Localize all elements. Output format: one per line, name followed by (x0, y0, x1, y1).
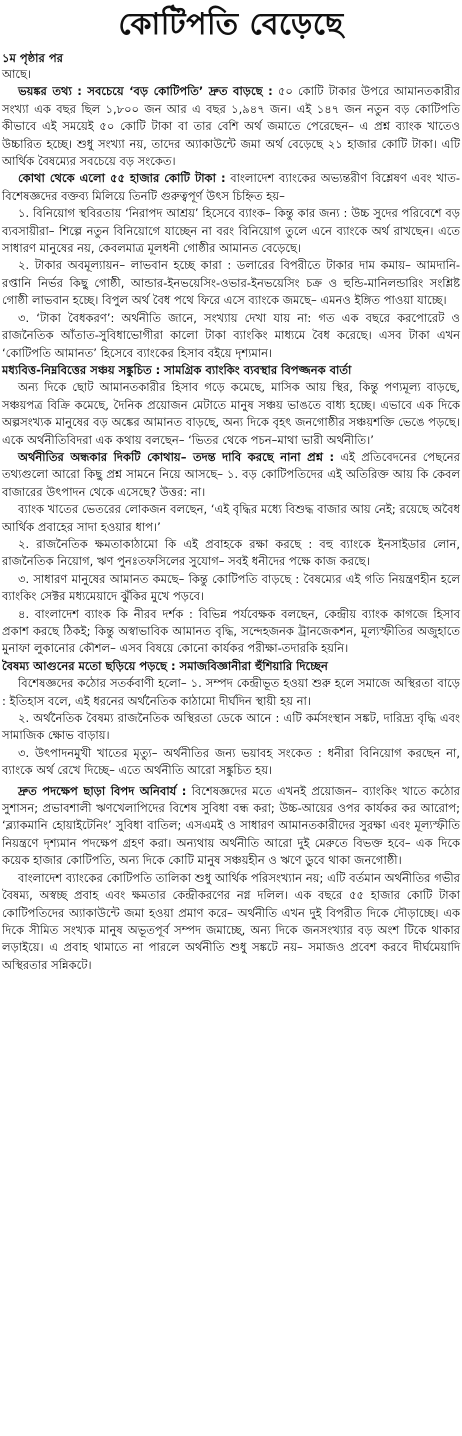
paragraph-text: বিশেষজ্ঞদের মতে এখনই প্রয়োজন– ব্যাংকিং খাতে কঠোর সুশাসন; প্রভাবশালী ঋণখেলাপিদের বিশেষ সুবিধা বন্ধ করা; উচ্চ-আয়ের ওপর কার্যকর কর আরোপ; ‘ব্ল্যাকমানি হোয়াইটেনিং’ সুবিধা বাতিল; এসএমই ও সাধারণ আমানতকারীদের সুরক্ষা এবং মূল্যস্ফীতি নিয়ন্ত্রণে দৃশ্যমান পদক্ষেপ গ্রহণ করা। অন্যথায় অর্থনীতি আরো দুই মেরুতে বিভক্ত হবে– এক দিকে কয়েক হাজার কোটিপতি, অন্য দিকে কোটি মানুষ সঞ্চয়হীন ও ঋণে ডুবে থাকা জনগোষ্ঠী। (2, 783, 460, 868)
paragraph-lead: অর্থনীতির অন্ধকার দিকটি কোথায়– তদন্ত দাবি করছে নানা প্রশ্ন : (18, 449, 335, 464)
paragraph-lead: ভয়ঙ্কর তথ্য : সবচেয়ে ‘বড় কোটিপতি’ দ্রুত বাড়ছে : (18, 84, 273, 99)
body-paragraph: ৩. উৎপাদনমুখী খাতের মৃত্যু– অর্থনীতির জন্য ভয়াবহ সংকেত : ধনীরা বিনিয়োগ করছেন না, ব্যাংকে অর্থ রেখে দিচ্ছে– এতে অর্থনীতি আরো সঙ্কুচিত হয়। (2, 745, 460, 778)
continued-from-label: ১ম পৃষ্ঠার পর (2, 51, 63, 65)
body-paragraph: ৩. ‘টাকা বৈধকরণ’: অর্থনীতি জানে, সংখ্যায় দেখা যায় না: গত এক বছরে করপোরেট ও রাজনৈতিক আঁতাত-সুবিধাভোগীরা কালো টাকা ব্যাংকিং মাধ্যমে বৈধ করেছে। এসব টাকা এখন ‘কোটিপতি আমানত’ হিসেবে ব্যাংকের হিসাব বইয়ে দৃশ্যমান। (2, 310, 460, 360)
body-paragraph: ২. রাজনৈতিক ক্ষমতাকাঠামো কি এই প্রবাহকে রক্ষা করছে : বহু ব্যাংকে ইনসাইডার লোন, রাজনৈতিক নিয়োগ, ঋণ পুনঃতফসিলের সুযোগ– সবই ধনীদের পক্ষে কাজ করছে। (2, 536, 460, 569)
section-subheading: বৈষম্য আগুনের মতো ছড়িয়ে পড়ছে : সমাজবিজ্ঞানীরা হুঁশিয়ারি দিচ্ছেন (2, 658, 328, 673)
body-paragraph: ২. অর্থনৈতিক বৈষম্য রাজনৈতিক অস্থিরতা ডেকে আনে : এটি কর্মসংস্থান সঙ্কট, দারিদ্র্য বৃদ্ধি এবং সামাজিক ক্ষোভ বাড়ায়। (2, 711, 460, 743)
body-paragraph (2, 170, 460, 205)
paragraph-text: এই প্রতিবেদনের পেছনের তথ্যগুলো আরো কিছু প্রশ্ন সামনে নিয়ে আসছে– ১. বড় কোটিপতিদের এই অতিরিক্ত আয় কি কেবল বাজারের উৎপাদন থেকে এসেছে? উত্তর: না। (2, 449, 461, 499)
body-paragraph (2, 83, 460, 170)
body-paragraph: ১. বিনিয়োগ স্থবিরতায় ‘নিরাপদ আশ্রয়’ হিসেবে ব্যাংক– কিন্তু কার জন্য : উচ্চ সুদের পরিবেশে বড় ব্যবসায়ীরা– শিল্পে নতুন বিনিয়োগে যাচ্ছেন না বরং বিনিয়োগ তুলে এনে ব্যাংকে অর্থ রাখছেন। এতে সাধারণ মানুষের নয়, কেবলমাত্র মূলধনী গোষ্ঠীর আমানত বেড়েছে। (2, 206, 460, 256)
body-paragraph (2, 449, 460, 501)
paragraph-lead: দ্রুত পদক্ষেপ ছাড়া বিপদ অনিবার্য : (18, 783, 187, 798)
paragraph-lead: কোথা থেকে এলো ৫৫ হাজার কোটি টাকা : (18, 171, 226, 186)
body-paragraph (2, 783, 460, 870)
body-paragraph: অন্য দিকে ছোট আমানতকারীর হিসাব গড়ে কমেছে, মাসিক আয় স্থির, কিন্তু পণ্যমূল্য বাড়ছে, সঞ্চয়পত্র বিক্রি কমেছে, দৈনিক প্রয়োজন মেটাতে মানুষ সঞ্চয় ভাঙতে বাধ্য হচ্ছে। এভাবে এক দিকে অল্পসংখ্যক মানুষের বড় অঙ্কের আমানত বাড়ছে, অন্য দিকে বৃহৎ জনগোষ্ঠীর সঞ্চয়শক্তি ভেঙে পড়ছে। একে অর্থনীতিবিদরা এক কথায় বলছেন– ‘ভিতর থেকে পচন–মাথা ভারী অর্থনীতি।’ (2, 380, 460, 447)
body-paragraph: ৪. বাংলাদেশ ব্যাংক কি নীরব দর্শক : বিভিন্ন পর্যবেক্ষক বলছেন, কেন্দ্রীয় ব্যাংক কাগজে হিসাব প্রকাশ করছে ঠিকই; কিন্তু অস্বাভাবিক আমানত বৃদ্ধি, সন্দেহজনক ট্রানজেকশন, মূল্যস্ফীতির অজুহাতে মুনাফা লুকানোর কৌশল– এসব বিষয়ে কোনো কার্যকর পরীক্ষা-তদারকি হয়নি। (2, 606, 460, 656)
paragraph-text: ৫০ কোটি টাকার উপরে আমানতকারীর সংখ্যা এক বছর ছিল ১,৮০০ জন আর এ বছর ১,৯৪৭ জন। এই ১৪৭ জন নতুন বড় কোটিপতি কীভাবে এই সময়েই ৫০ কোটি টাকা বা তার বেশি অর্থ জমাতে পেরেছেন– এ প্রশ্ন ব্যাংক খাতেও উচ্চারিত হচ্ছে। শুধু সংখ্যা নয়, তাদের অ্যাকাউন্টে জমা অর্থ বেড়েছে ২১ হাজার কোটি টাকা। এটি আর্থিক বৈষম্যের সবচেয়ে বড় সংকেত। (2, 84, 461, 169)
section-subheading: মধ্যবিত্ত-নিম্নবিত্তের সঞ্চয় সঙ্কুচিত : সামগ্রিক ব্যাংকিং ব্যবস্থার বিপজ্জনক বার্তা (2, 362, 352, 377)
paragraph-text: বাংলাদেশ ব্যাংকের অভ্যন্তরীণ বিশ্লেষণ এবং খাত-বিশেষজ্ঞদের বক্তব্য মিলিয়ে তিনটি গুরুত্বপূর্ণ উৎস চিহ্নিত হয়– (2, 171, 460, 203)
headline: কোটিপতি বেড়েছে (118, 7, 344, 42)
body-paragraph: বাংলাদেশ ব্যাংকের কোটিপতি তালিকা শুধু আর্থিক পরিসংখ্যান নয়; এটি বর্তমান অর্থনীতির গভীর বৈষম্য, অস্বচ্ছ প্রবাহ এবং ক্ষমতার কেন্দ্রীকরণের নগ্ন দলিল। এক বছরে ৫৫ হাজার কোটি টাকা কোটিপতিদের অ্যাকাউন্টে জমা হওয়া প্রমাণ করে– অর্থনীতি এখন দুই বিপরীত দিকে দৌড়াচ্ছে। এক দিকে সীমিত সংখ্যক মানুষ অভূতপূর্ব সম্পদ জমাচ্ছে, অন্য দিকে জনসংখ্যার বড় অংশ টিকে থাকার লড়াইয়ে। এ প্রবাহ থামাতে না পারলে অর্থনীতি শুধু সঙ্কটে নয়– সমাজও প্রবেশ করবে দীর্ঘমেয়াদি অস্থিরতার সন্নিকটে। (2, 870, 460, 972)
body-paragraph: ৩. সাধারণ মানুষের আমানত কমছে– কিন্তু কোটিপতি বাড়ছে : বৈষম্যের এই গতি নিয়ন্ত্রণহীন হলে ব্যাংকিং সেক্টর মধ্যমেয়াদে ঝুঁকির মুখে পড়বে। (2, 571, 460, 604)
body-paragraph: ব্যাংক খাতের ভেতরের লোকজন বলছেন, ‘এই বৃদ্ধির মধ্যে বিশুদ্ধ বাজার আয় নেই; রয়েছে অবৈধ আর্থিক প্রবাহের সাদা হওয়ার ধাপ।’ (2, 502, 460, 534)
body-paragraph: বিশেষজ্ঞদের কঠোর সতর্কবাণী হলো– ১. সম্পদ কেন্দ্রীভূত হওয়া শুরু হলে সমাজে অস্থিরতা বাড়ে : ইতিহাস বলে, এই ধরনের অর্থনৈতিক কাঠামো দীর্ঘদিন স্থায়ী হয় না। (2, 676, 460, 708)
opening-fragment: আছে। (2, 67, 32, 81)
body-paragraph: ২. টাকার অবমূল্যায়ন– লাভবান হচ্ছে কারা : ডলারের বিপরীতে টাকার দাম কমায়– আমদানি-রপ্তানি নির্ভর কিছু গোষ্ঠী, আন্ডার-ইনভয়েসিং-ওভার-ইনভয়েসিং চক্র ও হুন্ডি-মানিলন্ডারিং সংশ্লিষ্ট গোষ্ঠী লাভবান হচ্ছে। বিপুল অর্থ বৈধ পথে ফিরে এসে ব্যাংকে জমছে– এমনও ইঙ্গিত পাওয়া যাচ্ছে। (2, 258, 460, 308)
article-page (0, 6, 462, 1436)
